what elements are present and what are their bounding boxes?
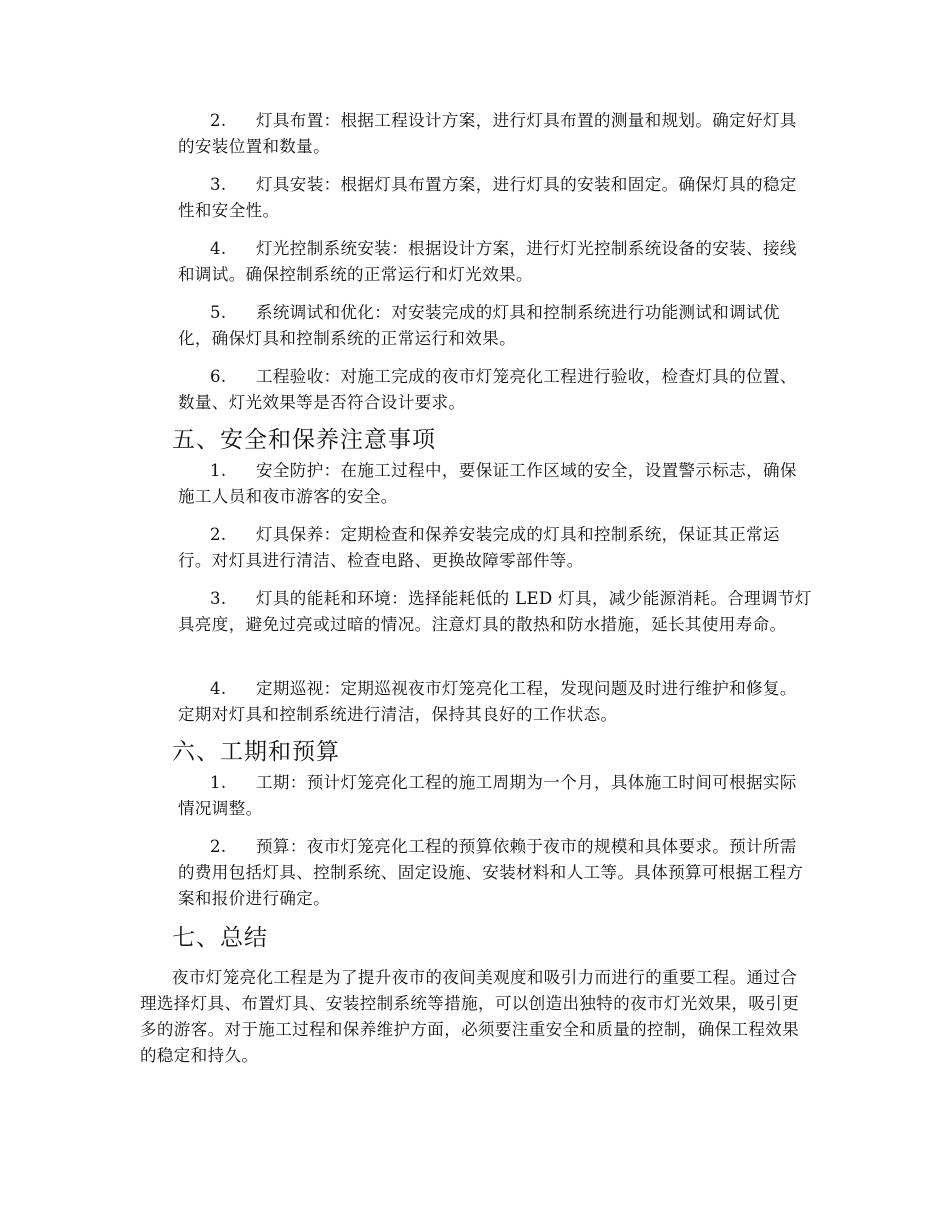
list-item-text: 灯具的能耗和环境：选择能耗低的 LED 灯具，减少能源消耗。合理调节灯具亮度，避免过亮或过暗的情况。注意灯具的散热和防水措施，延长其使用寿命。 bbox=[178, 589, 812, 634]
section-heading: 七、总结 bbox=[172, 925, 268, 951]
list-item bbox=[178, 172, 812, 224]
list-item-number: 3. bbox=[210, 175, 227, 194]
summary-paragraph: 夜市灯笼亮化工程是为了提升夜市的夜间美观度和吸引力而进行的重要工程。通过合理选择灯具、布置灯具、安装控制系统等措施，可以创造出独特的夜市灯光效果，吸引更多的游客。对于施工过程和保养维护方面，必须要注重安全和质量的控制，确保工程效果的稳定和持久。 bbox=[140, 968, 800, 1065]
list-item-text: 预算：夜市灯笼亮化工程的预算依赖于夜市的规模和具体要求。预计所需的费用包括灯具、控制系统、固定设施、安装材料和人工等。具体预算可根据工程方案和报价进行确定。 bbox=[178, 837, 804, 908]
list-item bbox=[178, 364, 812, 416]
list-item bbox=[178, 834, 812, 912]
list-item-number: 1. bbox=[210, 461, 227, 480]
list-item bbox=[178, 586, 812, 638]
list-item-text: 灯具安装：根据灯具布置方案，进行灯具的安装和固定。确保灯具的稳定性和安全性。 bbox=[178, 175, 797, 220]
list-item bbox=[178, 236, 812, 288]
list-item-text: 灯光控制系统安装：根据设计方案，进行灯光控制系统设备的安装、接线和调试。确保控制系统的正常运行和灯光效果。 bbox=[178, 239, 797, 284]
section-heading: 六、工期和预算 bbox=[172, 739, 340, 765]
list-item-number: 1. bbox=[210, 773, 227, 792]
list-item-number: 6. bbox=[210, 367, 227, 386]
list-item-text: 灯具布置：根据工程设计方案，进行灯具布置的测量和规划。确定好灯具的安装位置和数量。 bbox=[178, 111, 797, 156]
list-item-text: 系统调试和优化：对安装完成的灯具和控制系统进行功能测试和调试优化，确保灯具和控制系统的正常运行和效果。 bbox=[178, 303, 780, 348]
list-item-number: 5. bbox=[210, 303, 227, 322]
list-item-number: 2. bbox=[210, 525, 227, 544]
list-item-text: 工程验收：对施工完成的夜市灯笼亮化工程进行验收，检查灯具的位置、数量、灯光效果等是否符合设计要求。 bbox=[178, 367, 797, 412]
list-item-text: 灯具保养：定期检查和保养安装完成的灯具和控制系统，保证其正常运行。对灯具进行清洁、检查电路、更换故障零部件等。 bbox=[178, 525, 780, 570]
list-item bbox=[178, 770, 812, 822]
list-item-number: 3. bbox=[210, 589, 227, 608]
list-item-text: 定期巡视：定期巡视夜市灯笼亮化工程，发现问题及时进行维护和修复。定期对灯具和控制系统进行清洁，保持其良好的工作状态。 bbox=[178, 679, 797, 724]
list-item bbox=[178, 522, 812, 574]
list-item bbox=[178, 676, 812, 728]
list-item-text: 工期：预计灯笼亮化工程的施工周期为一个月，具体施工时间可根据实际情况调整。 bbox=[178, 773, 797, 818]
list-item-number: 4. bbox=[210, 239, 227, 258]
list-item-number: 2. bbox=[210, 111, 227, 130]
list-item-text: 安全防护：在施工过程中，要保证工作区域的安全，设置警示标志，确保施工人员和夜市游客的安全。 bbox=[178, 461, 797, 506]
section-heading: 五、安全和保养注意事项 bbox=[172, 427, 436, 453]
list-item bbox=[178, 108, 812, 160]
list-item bbox=[178, 458, 812, 510]
list-item-number: 4. bbox=[210, 679, 227, 698]
list-item bbox=[178, 300, 812, 352]
list-item-number: 2. bbox=[210, 837, 227, 856]
